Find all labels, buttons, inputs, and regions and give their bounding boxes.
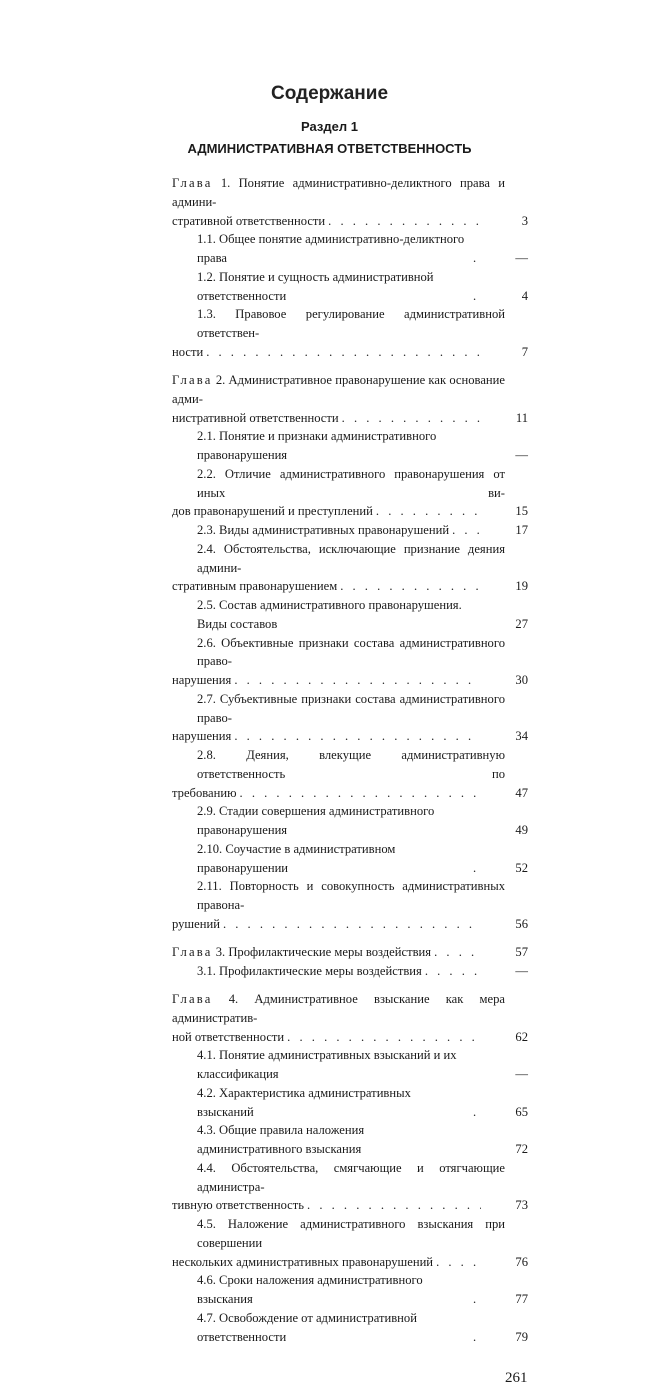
page-ref: 76 (515, 1254, 528, 1269)
toc-entry[interactable] (172, 1159, 528, 1215)
entry-text: 2.10. Соучастие в административном правонарушении (197, 841, 396, 875)
page-ref: 73 (515, 1198, 528, 1213)
toc-entry[interactable] (172, 371, 528, 427)
page-ref: 47 (515, 785, 528, 800)
entry-text: 3.1. Профилактические меры воздействия (197, 963, 422, 978)
toc-entry[interactable] (172, 877, 528, 933)
dot-leader (470, 859, 481, 878)
entry-text: 1.1. Общее понятие административно-деликтного права (197, 232, 465, 265)
entry-text: рушений (172, 916, 220, 931)
dot-leader (231, 671, 481, 690)
toc-line (172, 1253, 528, 1272)
toc-line (172, 1046, 528, 1084)
toc-line (172, 502, 528, 521)
toc-line (172, 671, 528, 690)
dot-leader (470, 1328, 481, 1347)
entry-text: 2.9. Стадии совершения административного правонарушения (197, 804, 435, 837)
dot-leader (325, 212, 481, 231)
page-ref: 79 (515, 1329, 528, 1344)
toc-line (172, 690, 505, 728)
dot-leader (470, 1140, 481, 1159)
toc-entry[interactable] (172, 1271, 528, 1309)
page-ref: 49 (515, 823, 528, 837)
dot-leader (470, 287, 481, 306)
entry-text: 1. Понятие административно-деликтного права и админи- (172, 176, 505, 209)
entry-text: 2.2. Отличие административного правонарушения от иных ви- (197, 466, 505, 500)
page-ref: 11 (515, 410, 528, 425)
entry-text: 2.4. Обстоятельства, исключающие признание деяния админи- (197, 541, 505, 575)
toc-line (172, 268, 528, 306)
toc-entry[interactable] (172, 840, 528, 878)
toc-entry[interactable] (172, 943, 528, 962)
entry-text: 2.11. Повторность и совокупность административных правона- (197, 879, 505, 912)
toc-line (172, 840, 528, 878)
entry-text: 4. Административное взыскание как мера административ- (172, 992, 505, 1025)
page-number: 261 (505, 1369, 528, 1386)
page-ref: 19 (515, 579, 528, 594)
toc-line (172, 577, 528, 596)
page-ref: — (515, 448, 528, 462)
page-ref: 65 (515, 1104, 528, 1119)
toc-line (172, 1271, 528, 1309)
toc-entry[interactable] (172, 1215, 528, 1271)
toc-entry[interactable] (172, 521, 528, 540)
toc-entry[interactable] (172, 465, 528, 521)
dot-leader (431, 943, 481, 962)
dot-leader (220, 915, 481, 934)
page-ref: 34 (515, 729, 528, 744)
entry-text: 4.3. Общие правила наложения административного взыскания (197, 1123, 365, 1156)
entry-text: 2.8. Деяния, влекущие административную ответственность по (197, 748, 505, 781)
page-ref: 7 (521, 344, 528, 359)
entry-text: 4.1. Понятие административных взысканий и их классификация (197, 1048, 457, 1081)
toc-line (172, 915, 528, 934)
toc-line (172, 521, 528, 540)
dot-leader (373, 502, 481, 521)
entry-text: тивную ответственность (172, 1198, 305, 1213)
toc-line (172, 409, 528, 428)
toc-line (172, 634, 505, 672)
toc-entry[interactable] (172, 990, 528, 1046)
toc-line (172, 230, 528, 268)
toc-entry[interactable] (172, 1309, 528, 1347)
toc-line (172, 1159, 505, 1197)
toc-line (172, 212, 528, 231)
dot-leader (231, 727, 481, 746)
toc-line (172, 990, 505, 1028)
page-ref: 15 (515, 504, 528, 519)
toc-line (172, 174, 505, 212)
entry-text: 2. Административное правонарушение как основание адми- (172, 373, 505, 406)
dot-leader (470, 1103, 481, 1122)
section-label: Раздел 1 (301, 119, 358, 134)
entry-text: нарушения (172, 729, 232, 744)
entry-text: 2.7. Субъективные признаки состава административного право- (197, 691, 505, 725)
entry-text: 2.5. Состав административного правонарушения. Виды составов (197, 598, 462, 631)
toc-line (172, 1196, 528, 1215)
chapter-label: Глава (172, 373, 213, 387)
entry-text: 3. Профилактические меры воздействия (215, 945, 432, 959)
toc-entry[interactable] (172, 1084, 528, 1122)
toc-line (172, 877, 505, 915)
toc-line (172, 540, 505, 578)
entry-text: нистративной ответственности (172, 410, 339, 425)
entry-text: 2.3. Виды административных правонарушений (197, 523, 450, 537)
chapter-3 (172, 943, 528, 981)
toc-line (172, 1309, 528, 1347)
toc-entry[interactable] (172, 746, 528, 802)
entry-text: стративной ответственности (172, 213, 326, 228)
page-ref: 3 (521, 213, 528, 228)
dot-leader (449, 521, 481, 540)
table-of-contents (172, 174, 528, 1356)
entry-text: 1.3. Правовое регулирование административной ответствен- (197, 307, 505, 340)
entry-text: 4.2. Характеристика административных взысканий (197, 1085, 411, 1119)
page-ref: 62 (515, 1029, 528, 1044)
toc-line (172, 371, 505, 409)
page-ref: — (515, 1067, 528, 1081)
chapter-label: Глава (172, 992, 213, 1006)
entry-text: ной ответственности (172, 1029, 285, 1044)
page-ref: 17 (515, 523, 528, 537)
entry-text: нарушения (172, 673, 232, 687)
toc-entry[interactable] (172, 690, 528, 746)
dot-leader (339, 409, 481, 428)
toc-entry[interactable] (172, 596, 528, 634)
dot-leader (433, 1253, 481, 1272)
toc-line (172, 1121, 528, 1159)
entry-text: 4.6. Сроки наложения административного взыскания (197, 1273, 423, 1306)
page-ref: 27 (515, 616, 528, 631)
chapter-label: Глава (172, 176, 213, 190)
dot-leader (470, 249, 481, 268)
toc-entry[interactable] (172, 268, 528, 306)
dot-leader (203, 343, 481, 362)
entry-text: требованию (172, 785, 237, 800)
toc-line (172, 943, 528, 962)
dot-leader (470, 446, 481, 465)
toc-entry[interactable] (172, 174, 528, 230)
page-ref: 4 (521, 288, 528, 303)
dot-leader (422, 962, 481, 981)
toc-line (172, 746, 505, 784)
page-ref: — (515, 251, 528, 265)
entry-text: 2.6. Объективные признаки состава административного право- (197, 635, 505, 669)
toc-line (172, 1084, 528, 1122)
page-ref: 56 (515, 916, 528, 931)
toc-line (172, 1215, 505, 1253)
entry-text: стративным правонарушением (172, 579, 338, 594)
entry-text: 1.2. Понятие и сущность административной ответственности (197, 269, 434, 303)
dot-leader (237, 784, 481, 803)
dot-leader (470, 821, 481, 840)
entry-text: ности (172, 344, 204, 359)
toc-line (172, 305, 505, 343)
toc-entry[interactable] (172, 230, 528, 268)
toc-line (172, 427, 528, 465)
dot-leader (470, 1065, 481, 1084)
page-title: Содержание (270, 83, 389, 104)
page-ref: 77 (515, 1292, 528, 1306)
dot-leader (304, 1196, 481, 1215)
toc-line (172, 596, 528, 634)
toc-line (172, 962, 528, 981)
toc-entry[interactable] (172, 1121, 528, 1159)
toc-entry[interactable] (172, 634, 528, 690)
page-body (172, 174, 528, 1387)
section-title: АДМИНИСТРАТИВНАЯ ОТВЕТСТВЕННОСТЬ (187, 141, 472, 156)
toc-line (172, 1028, 528, 1047)
dot-leader (470, 615, 481, 634)
toc-line (172, 727, 528, 746)
chapter-2 (172, 371, 528, 934)
entry-text: 2.1. Понятие и признаки административного правонарушения (197, 429, 437, 462)
page-ref: 52 (515, 860, 528, 875)
page-ref: 57 (515, 945, 528, 959)
toc-entry[interactable] (172, 305, 528, 361)
dot-leader (470, 1290, 481, 1309)
toc-entry[interactable] (172, 802, 528, 840)
toc-entry[interactable] (172, 1046, 528, 1084)
entry-text: дов правонарушений и преступлений (172, 504, 373, 519)
entry-text: 4.4. Обстоятельства, смягчающие и отягчающие администра- (197, 1160, 505, 1194)
entry-text: 4.5. Наложение административного взыскания при совершении (197, 1217, 505, 1250)
toc-entry[interactable] (172, 962, 528, 981)
toc-line (172, 465, 505, 503)
toc-line (172, 784, 528, 803)
toc-line (172, 802, 528, 840)
entry-text: нескольких административных правонарушений (172, 1254, 434, 1269)
page-ref: 72 (515, 1142, 528, 1156)
toc-line (172, 343, 528, 362)
chapter-label: Глава (172, 945, 213, 959)
entry-text: 4.7. Освобождение от административной ответственности (197, 1310, 417, 1344)
chapter-4 (172, 990, 528, 1346)
toc-entry[interactable] (172, 540, 528, 596)
toc-entry[interactable] (172, 427, 528, 465)
page-ref: 30 (515, 673, 528, 687)
chapter-1 (172, 174, 528, 362)
page-ref: — (515, 963, 528, 978)
dot-leader (284, 1028, 481, 1047)
dot-leader (337, 577, 481, 596)
